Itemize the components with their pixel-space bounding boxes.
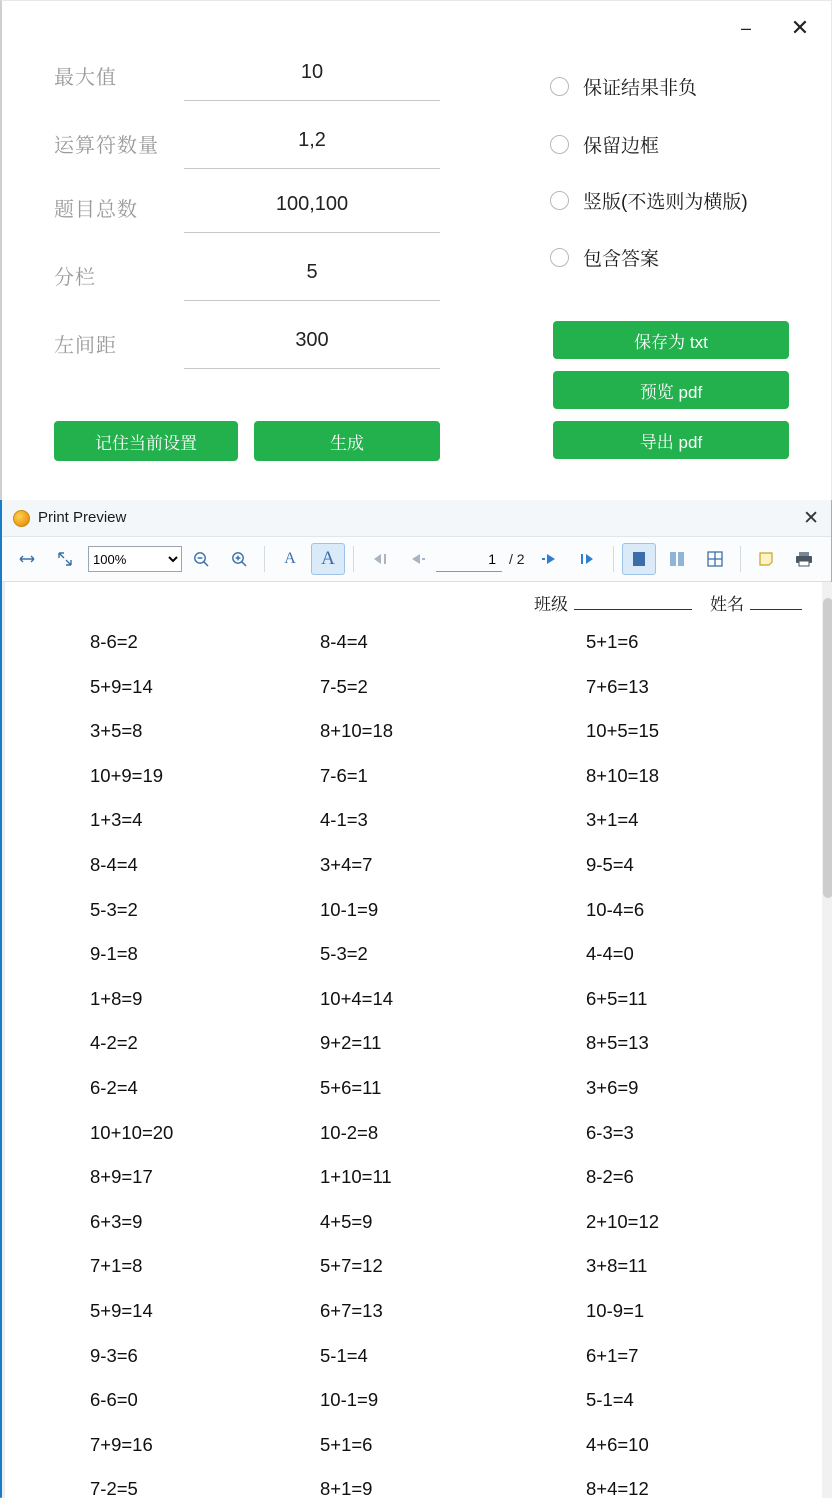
fit-page-button[interactable] bbox=[48, 543, 82, 575]
radio-vertical-layout[interactable] bbox=[550, 184, 748, 216]
prev-page-button[interactable] bbox=[400, 543, 434, 575]
radio-label-include-answers: 包含答案 bbox=[583, 248, 660, 270]
question-item: 10-4=6 bbox=[586, 898, 645, 920]
app-icon bbox=[13, 510, 30, 527]
question-item: 8-6=2 bbox=[90, 631, 138, 652]
question-item: 10+10=20 bbox=[90, 1121, 174, 1143]
document-page bbox=[2, 582, 832, 1498]
close-icon: ✕ bbox=[803, 508, 819, 529]
question-item: 4+6=10 bbox=[586, 1433, 649, 1455]
text-larger-button[interactable]: A bbox=[311, 543, 345, 575]
question-item: 7+9=16 bbox=[90, 1433, 153, 1455]
field-input-question-total[interactable]: 100,100 bbox=[275, 193, 349, 215]
question-item: 3+1=4 bbox=[586, 809, 639, 831]
zoom-in-button[interactable] bbox=[222, 543, 256, 575]
question-item: 9-3=6 bbox=[90, 1344, 138, 1366]
two-page-button[interactable] bbox=[660, 543, 694, 575]
question-item: 5-1=4 bbox=[586, 1389, 634, 1411]
question-item: 10-2=8 bbox=[320, 1121, 379, 1143]
question-item: 6-3=3 bbox=[586, 1121, 634, 1143]
question-item: 7-6=1 bbox=[320, 764, 368, 786]
fit-width-button[interactable] bbox=[10, 543, 44, 575]
field-underline bbox=[184, 300, 440, 301]
toolbar-separator bbox=[264, 546, 265, 572]
field-label-question-total: 题目总数 bbox=[54, 199, 138, 221]
question-item: 8-4=4 bbox=[320, 631, 368, 652]
field-input-operator-count[interactable]: 1,2 bbox=[298, 129, 326, 151]
settings-window bbox=[0, 0, 832, 500]
field-underline bbox=[184, 168, 440, 169]
field-columns[interactable] bbox=[54, 253, 440, 301]
question-item: 8+10=18 bbox=[320, 720, 394, 742]
question-item: 8+10=18 bbox=[586, 764, 660, 786]
question-item: 5+7=12 bbox=[320, 1255, 383, 1277]
question-item: 10+4=14 bbox=[320, 987, 394, 1009]
notes-button[interactable] bbox=[749, 543, 783, 575]
class-blank bbox=[574, 595, 692, 610]
name-label: 姓名 bbox=[710, 595, 744, 614]
page-total-label: / 2 bbox=[509, 551, 525, 567]
question-item: 8+9=17 bbox=[90, 1166, 153, 1188]
question-item: 5-1=4 bbox=[320, 1344, 368, 1366]
remember-settings-button[interactable]: 记住当前设置 bbox=[54, 421, 238, 461]
close-button[interactable] bbox=[777, 9, 823, 47]
question-item: 3+5=8 bbox=[90, 720, 143, 742]
field-underline bbox=[184, 368, 440, 369]
question-item: 9+2=11 bbox=[320, 1032, 382, 1054]
minimize-icon: – bbox=[740, 17, 751, 38]
question-item: 6-2=4 bbox=[90, 1076, 138, 1098]
radio-non-negative[interactable] bbox=[550, 70, 697, 102]
question-item: 4-4=0 bbox=[586, 943, 634, 965]
question-item: 8+5=13 bbox=[586, 1032, 649, 1054]
question-column-1 bbox=[2, 620, 260, 1498]
field-label-columns: 分栏 bbox=[54, 267, 96, 289]
question-item: 3+8=11 bbox=[586, 1255, 648, 1277]
single-page-button[interactable] bbox=[622, 543, 656, 575]
class-label: 班级 bbox=[534, 595, 568, 614]
radio-label-keep-border: 保留边框 bbox=[583, 135, 660, 157]
multi-page-button[interactable] bbox=[698, 543, 732, 575]
preview-titlebar bbox=[2, 500, 831, 537]
radio-label-vertical-layout: 竖版(不选则为横版) bbox=[583, 191, 748, 213]
question-item: 5+6=11 bbox=[320, 1076, 382, 1098]
question-item: 6+5=11 bbox=[586, 987, 648, 1009]
toolbar-separator bbox=[353, 546, 354, 572]
question-item: 10+9=19 bbox=[90, 764, 164, 786]
question-item: 6-6=0 bbox=[90, 1389, 138, 1411]
question-item: 1+3=4 bbox=[90, 809, 143, 831]
field-underline bbox=[184, 232, 440, 233]
toolbar-separator bbox=[613, 546, 614, 572]
field-underline bbox=[184, 100, 440, 101]
question-item: 7+6=13 bbox=[586, 675, 649, 697]
radio-circle-icon[interactable] bbox=[550, 77, 569, 96]
field-max-value[interactable] bbox=[54, 53, 440, 101]
close-icon: ✕ bbox=[790, 15, 810, 40]
question-item: 8+4=12 bbox=[586, 1478, 649, 1498]
print-button[interactable] bbox=[787, 543, 821, 575]
question-item: 10-1=9 bbox=[320, 898, 379, 920]
question-item: 5-3=2 bbox=[320, 943, 368, 965]
toolbar-separator bbox=[740, 546, 741, 572]
question-item: 5+9=14 bbox=[90, 675, 153, 697]
field-label-left-margin: 左间距 bbox=[54, 335, 117, 357]
question-item: 8+1=9 bbox=[320, 1478, 373, 1498]
print-preview-window bbox=[0, 500, 832, 1498]
question-item: 7+1=8 bbox=[90, 1255, 143, 1277]
question-item: 9-1=8 bbox=[90, 943, 138, 965]
field-label-max-value: 最大值 bbox=[54, 67, 117, 89]
question-item: 10-9=1 bbox=[586, 1299, 645, 1321]
page-number-input[interactable] bbox=[436, 547, 502, 572]
field-input-columns[interactable]: 5 bbox=[306, 261, 318, 283]
first-page-button[interactable] bbox=[362, 543, 396, 575]
question-item: 3+4=7 bbox=[320, 853, 373, 875]
radio-include-answers[interactable] bbox=[550, 241, 659, 273]
zoom-select[interactable] bbox=[88, 546, 182, 572]
zoom-out-button[interactable] bbox=[184, 543, 218, 575]
question-item: 6+3=9 bbox=[90, 1210, 143, 1232]
name-blank bbox=[750, 595, 802, 610]
text-smaller-button[interactable]: A bbox=[284, 550, 296, 567]
field-input-left-margin[interactable]: 300 bbox=[295, 329, 329, 351]
question-item: 9-5=4 bbox=[586, 853, 634, 875]
page-scrollbar-track[interactable] bbox=[822, 582, 832, 1498]
question-item: 10-1=9 bbox=[320, 1389, 379, 1411]
question-item: 2+10=12 bbox=[586, 1210, 660, 1232]
question-columns bbox=[2, 620, 822, 1498]
question-column-3 bbox=[518, 620, 776, 1498]
field-question-total[interactable] bbox=[54, 185, 440, 233]
preview-window-title: Print Preview bbox=[38, 509, 127, 526]
radio-circle-icon[interactable] bbox=[550, 248, 569, 267]
radio-label-non-negative: 保证结果非负 bbox=[583, 77, 698, 99]
question-item: 5+1=6 bbox=[586, 631, 639, 652]
next-page-button[interactable] bbox=[533, 543, 567, 575]
radio-keep-border[interactable] bbox=[550, 128, 659, 160]
question-column-2 bbox=[260, 620, 518, 1498]
field-left-margin[interactable] bbox=[54, 321, 440, 369]
settings-titlebar bbox=[2, 1, 831, 55]
question-item: 4-2=2 bbox=[90, 1032, 138, 1054]
question-item: 6+7=13 bbox=[320, 1299, 383, 1321]
radio-circle-icon[interactable] bbox=[550, 135, 569, 154]
question-item: 6+1=7 bbox=[586, 1344, 639, 1366]
question-item: 5+1=6 bbox=[320, 1433, 373, 1455]
preview-close-button[interactable] bbox=[803, 507, 819, 530]
question-item: 3+6=9 bbox=[586, 1076, 639, 1098]
export-pdf-button[interactable]: 导出 pdf bbox=[553, 421, 789, 459]
question-item: 5-3=2 bbox=[90, 898, 138, 920]
generate-button[interactable]: 生成 bbox=[254, 421, 440, 461]
save-txt-button[interactable]: 保存为 txt bbox=[553, 321, 789, 359]
field-operator-count[interactable] bbox=[54, 121, 440, 169]
question-item: 10+5=15 bbox=[586, 720, 660, 742]
field-label-operator-count: 运算符数量 bbox=[54, 135, 159, 157]
question-item: 8-2=6 bbox=[586, 1166, 634, 1188]
question-item: 7-2=5 bbox=[90, 1478, 138, 1498]
question-item: 8-4=4 bbox=[90, 853, 138, 875]
question-item: 1+10=11 bbox=[320, 1166, 392, 1188]
question-item: 1+8=9 bbox=[90, 987, 143, 1009]
preview-toolbar bbox=[2, 537, 831, 582]
radio-circle-icon[interactable] bbox=[550, 191, 569, 210]
question-item: 4+5=9 bbox=[320, 1210, 373, 1232]
page-scrollbar-thumb[interactable] bbox=[823, 598, 832, 898]
minimize-button[interactable] bbox=[723, 9, 769, 47]
question-item: 4-1=3 bbox=[320, 809, 368, 831]
worksheet-header bbox=[2, 590, 802, 615]
question-item: 5+9=14 bbox=[90, 1299, 153, 1321]
field-input-max-value[interactable]: 10 bbox=[300, 61, 324, 83]
question-item: 7-5=2 bbox=[320, 675, 368, 697]
last-page-button[interactable] bbox=[571, 543, 605, 575]
preview-pdf-button[interactable]: 预览 pdf bbox=[553, 371, 789, 409]
